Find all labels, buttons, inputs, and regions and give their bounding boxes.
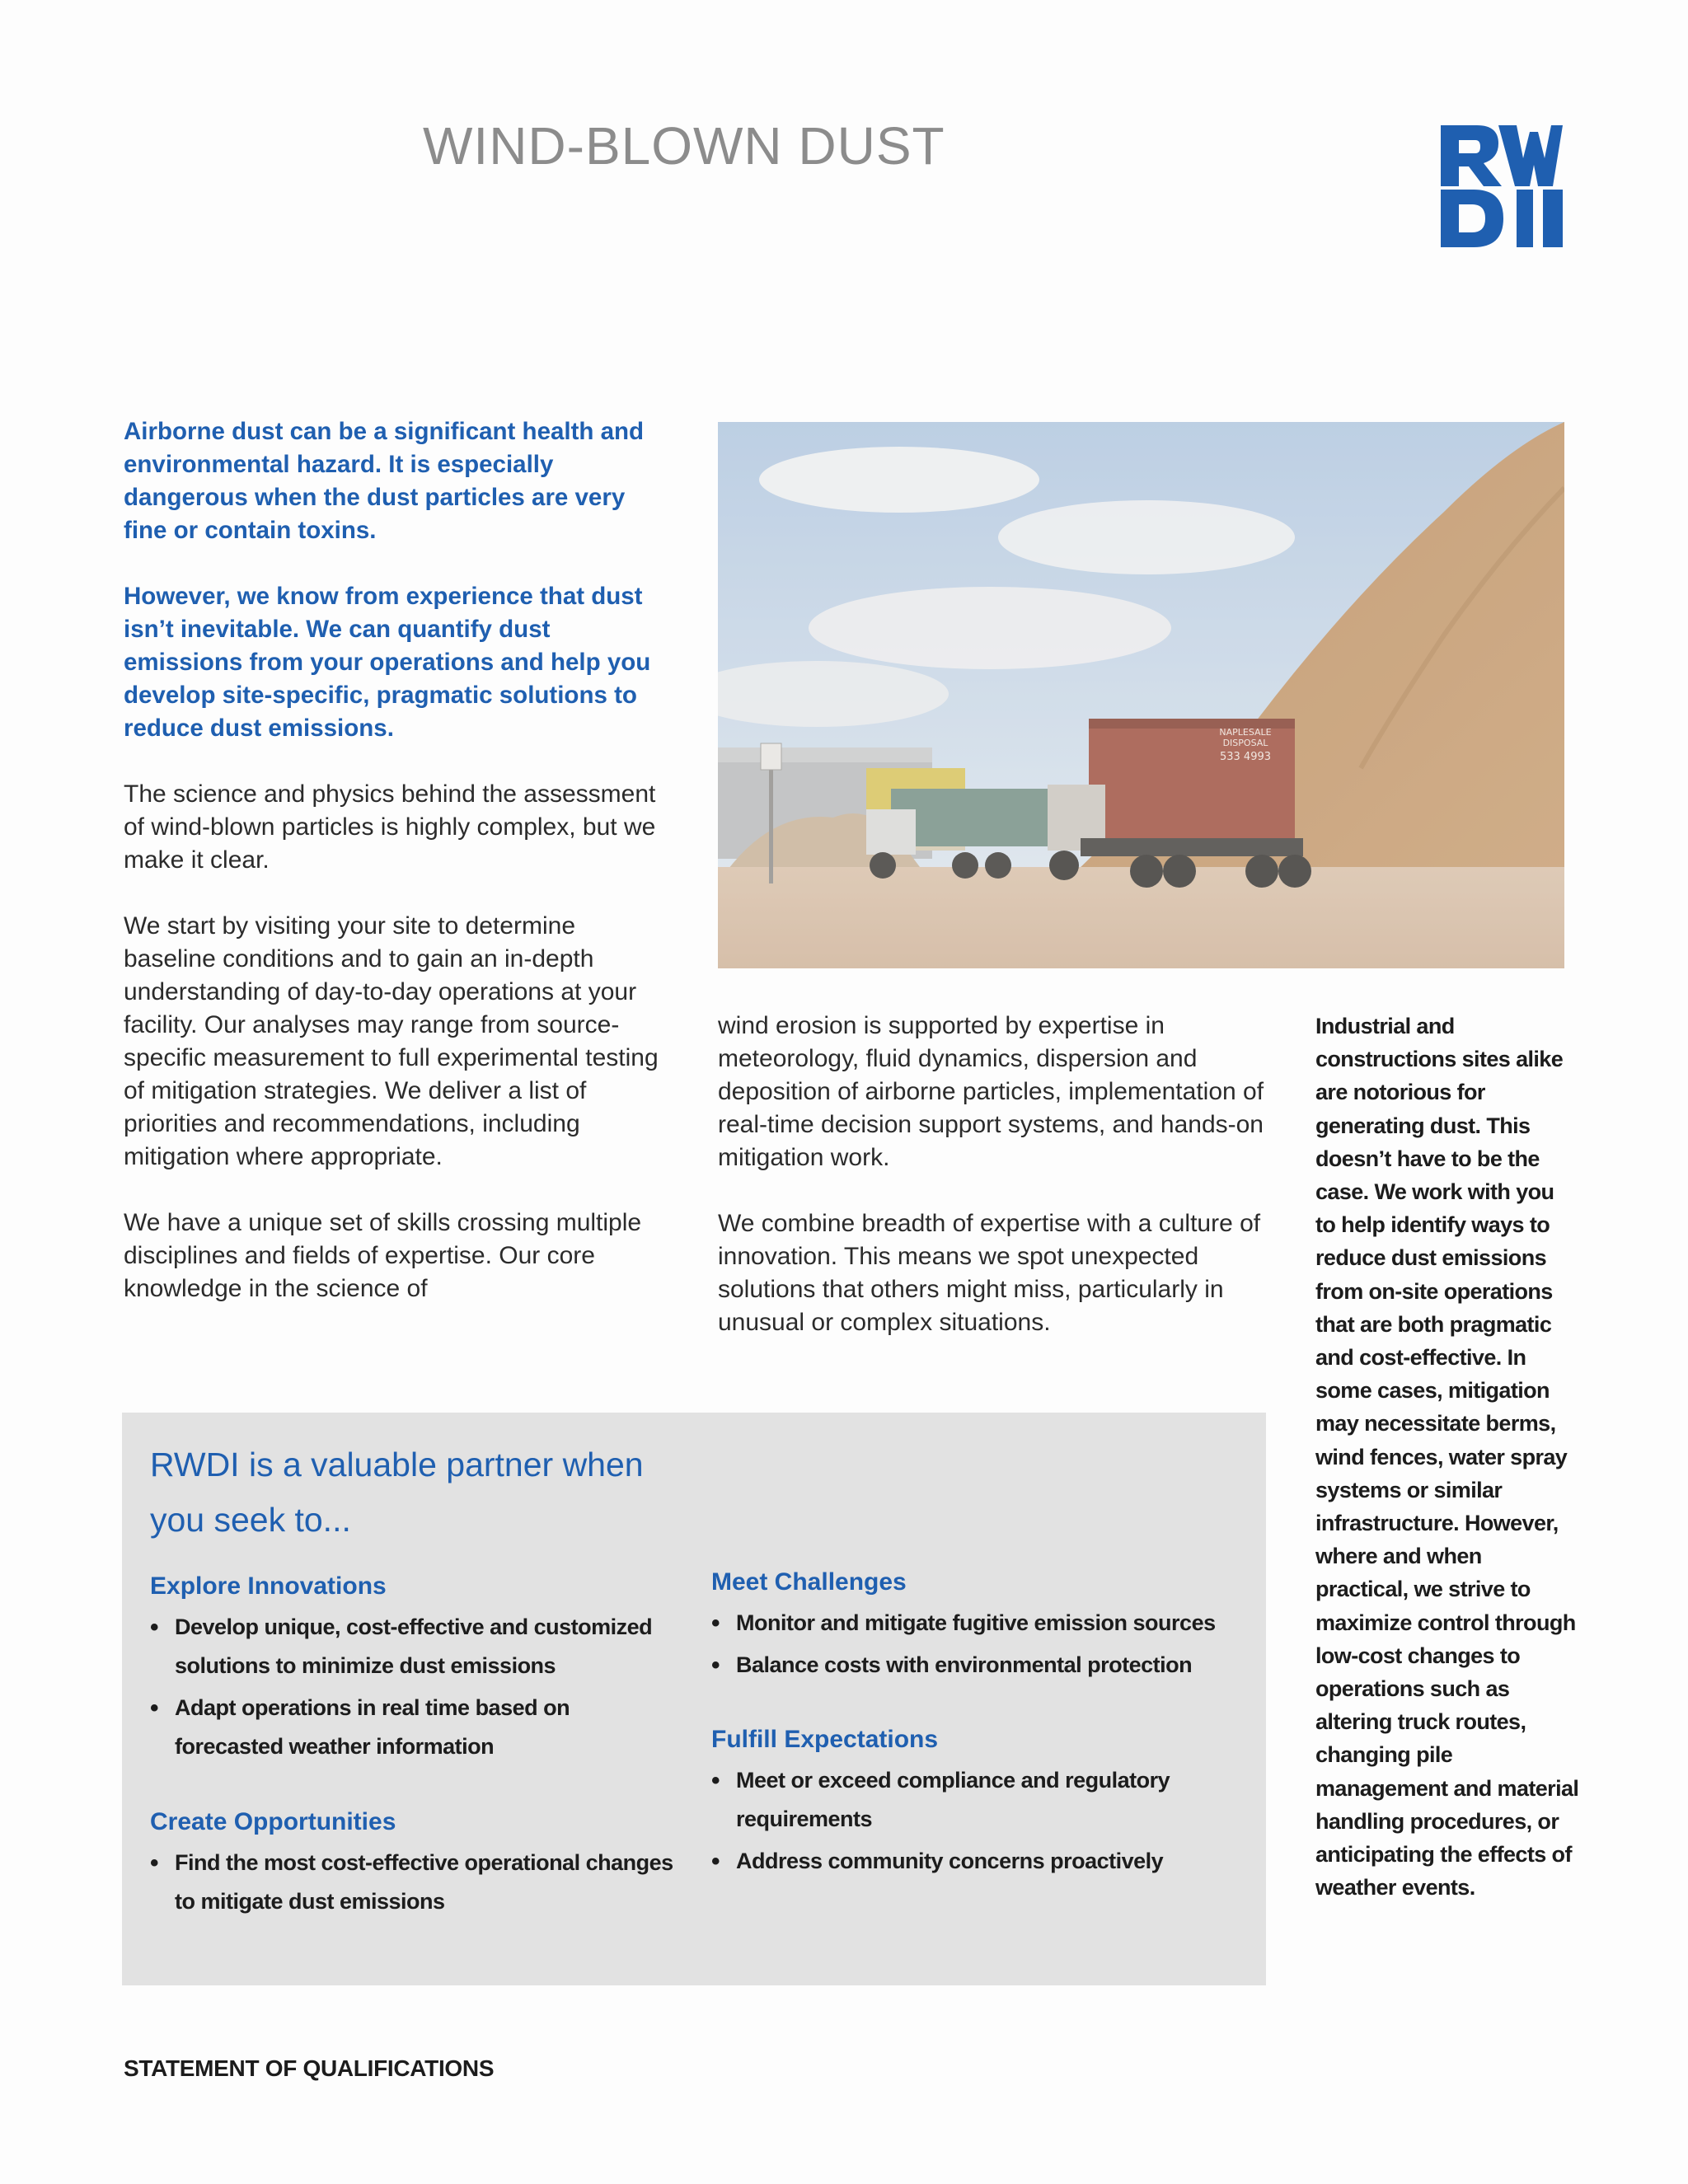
dusty-trucks-image [718, 422, 1564, 968]
bullet-list [711, 1761, 1239, 1881]
site-photo [718, 422, 1564, 968]
panel-heading: RWDI is a valuable partner when you seek to... [150, 1446, 644, 1539]
body-column-2 [718, 1010, 1287, 1372]
group-explore-innovations [150, 1570, 678, 1769]
truck-label-2: DISPOSAL [1222, 738, 1268, 748]
group-fulfill-expectations [711, 1723, 1239, 1884]
truck-label-3: 533 4993 [1219, 751, 1272, 763]
truck-label-1: NAPLESALE [1219, 727, 1272, 738]
body-paragraph-3: We have a unique set of skills crossing multiple disciplines and fields of expertise. Our core knowledge in the science of [124, 1209, 642, 1302]
list-item: • Balance costs with environmental protection [711, 1646, 1239, 1685]
lead-paragraph-1: Airborne dust can be a significant health and environmental hazard. It is especially dangerous when the dust particles are very fine or contain toxins. [124, 418, 645, 544]
rwdi-logo [1441, 125, 1563, 247]
list-item: • Develop unique, cost-effective and customized solutions to minimize dust emissions [150, 1608, 678, 1685]
body-paragraph-2: We start by visiting your site to determine baseline conditions and to gain an in-depth understanding of day-to-day operations at your facility. Our analyses may range from source-specific measurement to full experimental testing of mitigation strategies. We deliver a list of priorities and recommendations, including mitigation where appropriate. [124, 912, 659, 1170]
group-meet-challenges [711, 1566, 1239, 1688]
list-item: • Meet or exceed compliance and regulatory requirements [711, 1761, 1239, 1839]
list-item: • Adapt operations in real time based on forecasted weather information [150, 1689, 678, 1766]
group-create-opportunities [150, 1806, 678, 1924]
group-title: Create Opportunities [150, 1808, 396, 1835]
intro-lead [124, 415, 651, 778]
body-paragraph-5: We combine breadth of expertise with a culture of innovation. This means we spot unexpected solutions that others might miss, particularly in unusual or complex situations. [718, 1210, 1261, 1336]
bullet-list [150, 1608, 678, 1766]
sidebar-text: Industrial and constructions sites alike are notorious for generating dust. This doesn’t have to be the case. We work with you to help identify ways to reduce dust emissions from on-site operations that are both pragmatic and cost-effective. In some cases, mitigation may necessitate berms, wind fences, water spray systems or similar infrastructure. However, where and when practical, we strive to maximize control through low-cost changes to operations such as altering truck routes, changing pile management and material handling procedures, or anticipating the effects of weather events. [1315, 1014, 1579, 1900]
lead-paragraph-2: However, we know from experience that dust isn’t inevitable. We can quantify dust emissions from your operations and help you develop site-specific, pragmatic solutions to reduce dust emissions. [124, 583, 651, 742]
group-title: Explore Innovations [150, 1572, 387, 1600]
bullet-list [711, 1604, 1239, 1685]
list-item: • Find the most cost-effective operational changes to mitigate dust emissions [150, 1844, 678, 1921]
logo-text [1563, 125, 1564, 126]
group-title: Fulfill Expectations [711, 1726, 939, 1753]
page-title: WIND-BLOWN DUST [423, 116, 945, 176]
group-title: Meet Challenges [711, 1568, 907, 1596]
body-column-1 [124, 778, 668, 1338]
bullet-list [150, 1844, 678, 1921]
body-paragraph-4: wind erosion is supported by expertise in meteorology, fluid dynamics, dispersion and deposition of airborne particles, implementation of real-time decision support systems, and hands-on mitigation work. [718, 1012, 1264, 1171]
list-item: • Address community concerns proactively [711, 1842, 1239, 1881]
list-item: • Monitor and mitigate fugitive emission sources [711, 1604, 1239, 1643]
body-paragraph-1: The science and physics behind the assessment of wind-blown particles is highly complex, but we make it clear. [124, 780, 656, 874]
footer-label: STATEMENT OF QUALIFICATIONS [124, 2055, 495, 2081]
rwdi-logo-mark [1441, 125, 1563, 247]
